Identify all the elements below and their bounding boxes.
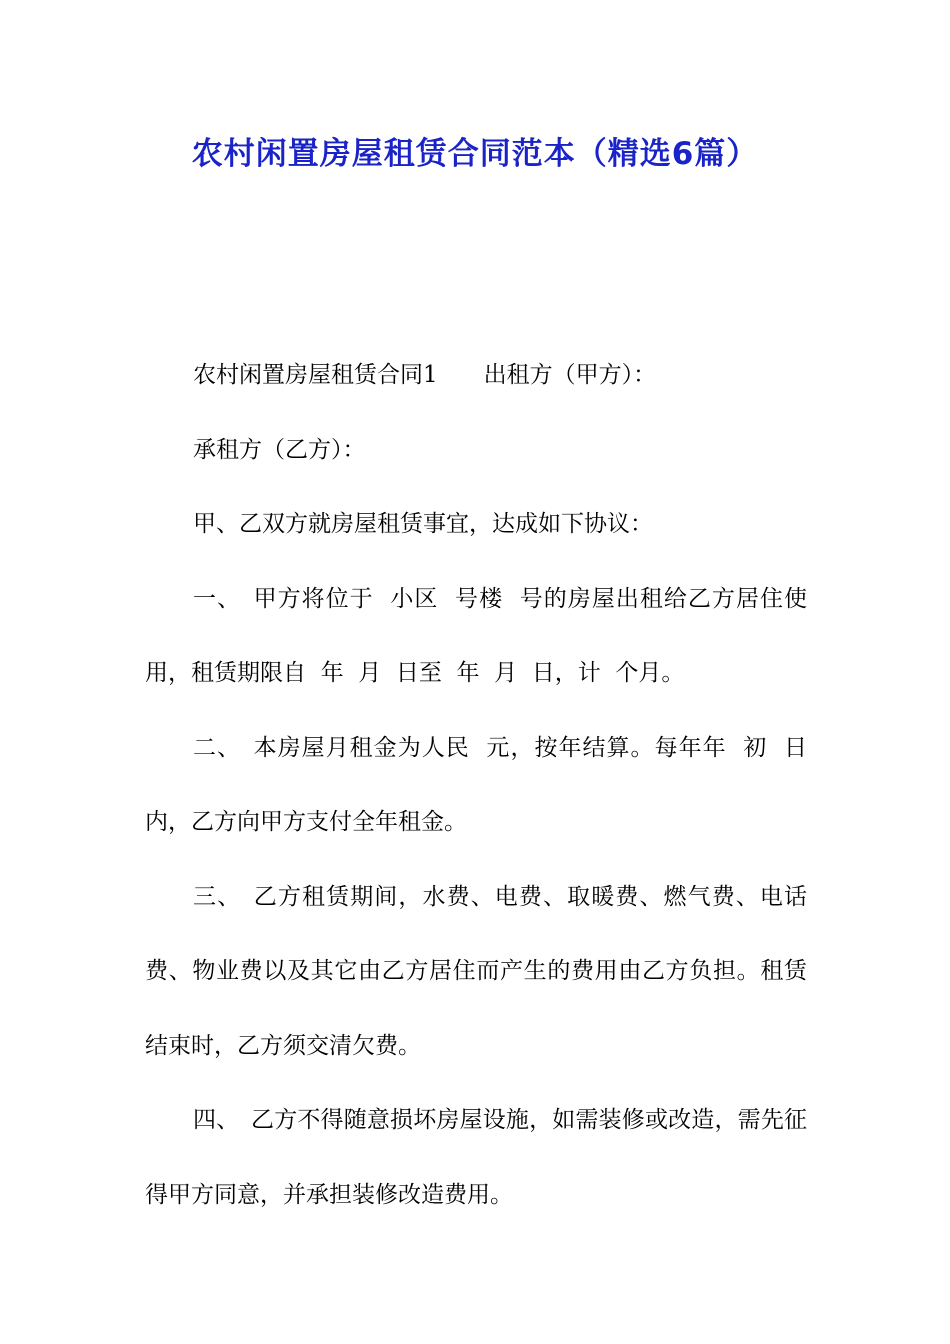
paragraph-clause-1: 一、 甲方将位于 小区 号楼 号的房屋出租给乙方居住使用，租赁期限自 年 月 日至 年 月 日，计 个月。	[145, 585, 807, 686]
paragraph-contract-heading: 农村闲置房屋租赁合同1 出租方（甲方）：	[193, 362, 657, 388]
paragraph-clause-2: 二、 本房屋月租金为人民 元，按年结算。每年年 初 日内，乙方向甲方支付全年租金。	[145, 734, 807, 835]
paragraph-clause-3: 三、 乙方租赁期间，水费、电费、取暖费、燃气费、电话费、物业费以及其它由乙方居住而产生的费用由乙方负担。租赁结束时，乙方须交清欠费。	[145, 883, 807, 1059]
paragraph-agreement-intro: 甲、乙双方就房屋租赁事宜，达成如下协议：	[193, 511, 653, 537]
document-title: 农村闲置房屋租赁合同范本（精选6篇）	[191, 136, 759, 172]
paragraph-clause-4: 四、 乙方不得随意损坏房屋设施，如需装修或改造，需先征得甲方同意，并承担装修改造费用。	[145, 1107, 807, 1208]
document-body	[145, 338, 807, 1232]
paragraph-lessee: 承租方（乙方）：	[193, 436, 366, 463]
